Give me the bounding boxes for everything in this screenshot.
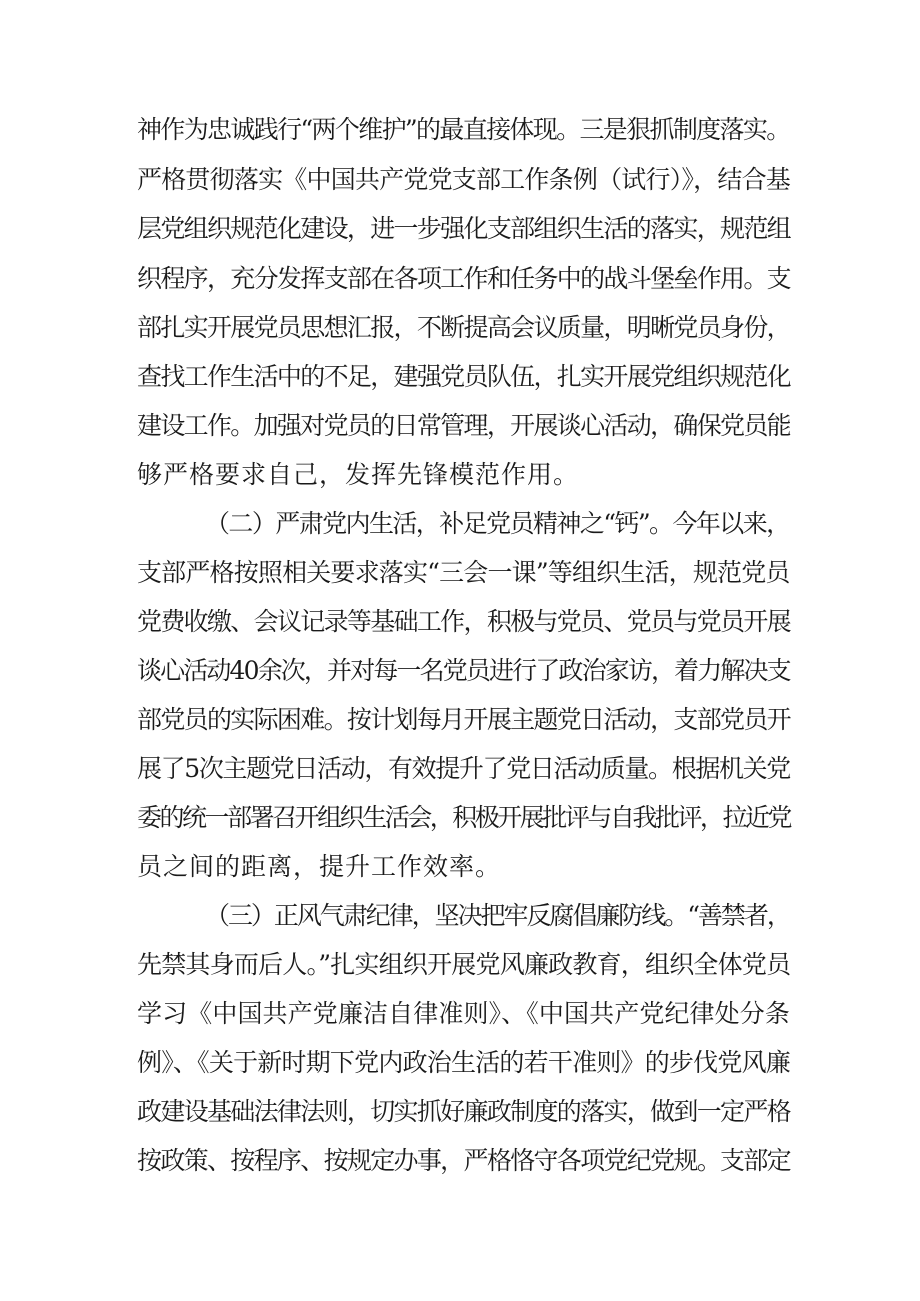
text-line: 层党组织规范化建设，进一步强化支部组织生活的落实，规范组 [137, 214, 791, 243]
text-line: 建设工作。加强对党员的日常管理，开展谈心活动，确保党员能 [137, 411, 791, 440]
text-line: 严格贯彻落实《中国共产党党支部工作条例（试行）》，结合基 [137, 165, 791, 194]
text-line: 政建设基础法律法则，切实抓好廉政制度的落实，做到一定严格 [137, 1097, 791, 1126]
text-line: 员之间的距离，提升工作效率。 [137, 852, 502, 881]
text-line: 部扎实开展党员思想汇报，不断提高会议质量，明晰党员身份， [137, 313, 791, 342]
text-line: 委的统一部署召开组织生活会，积极开展批评与自我批评，拉近党 [137, 803, 791, 832]
text-line: 神作为忠诚践行“两个维护”的最直接体现。三是狠抓制度落实。 [137, 115, 790, 144]
text-line: 够严格要求自己，发挥先锋模范作用。 [137, 460, 580, 489]
text-line: 部党员的实际困难。按计划每月开展主题党日活动，支部党员开 [137, 705, 791, 734]
text-line: 例》、《关于新时期下党内政治生活的若干准则》的步伐党风廉 [137, 1048, 791, 1077]
text-line: 学习《中国共产党廉洁自律准则》、《中国共产党纪律处分条 [137, 999, 791, 1028]
text-line: 党费收缴、会议记录等基础工作，积极与党员、党员与党员开展 [137, 607, 791, 636]
text-line: 按政策、按程序、按规定办事，严格恪守各项党纪党规。支部定 [137, 1146, 791, 1175]
text-line: 支部严格按照相关要求落实“三会一课”等组织生活，规范党员 [137, 558, 790, 587]
text-line: 展了5次主题党日活动，有效提升了党日活动质量。根据机关党 [137, 754, 790, 783]
text-line: 查找工作生活中的不足，建强党员队伍，扎实开展党组织规范化 [137, 362, 791, 391]
text-line: 谈心活动40余次，并对每一名党员进行了政治家访，着力解决支 [137, 656, 790, 685]
text-line: 织程序，充分发挥支部在各项工作和任务中的战斗堡垒作用。支 [137, 264, 791, 293]
text-line: 先禁其身而后人。”扎实组织开展党风廉政教育，组织全体党员 [137, 950, 791, 979]
section-heading-line: （三）正风气肃纪律，坚决把牢反腐倡廉防线。“善禁者， [205, 901, 790, 930]
section-heading-line: （二）严肃党内生活，补足党员精神之“钙”。今年以来， [205, 509, 790, 538]
